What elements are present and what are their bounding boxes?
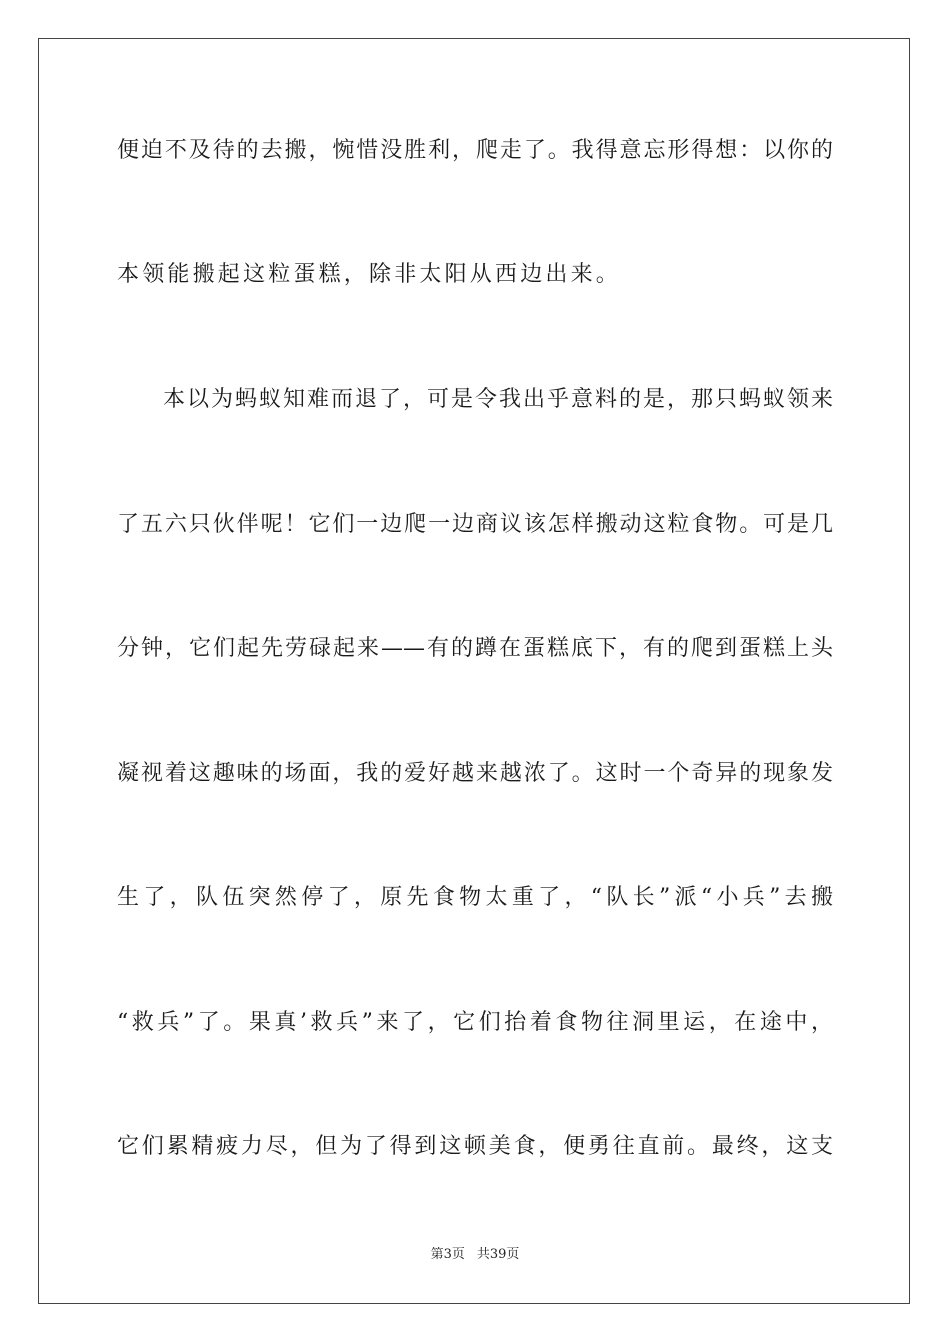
text-line-5: 分钟，它们起先劳碌起来——有的蹲在蛋糕底下，有的爬到蛋糕上头 <box>117 636 833 661</box>
text-line-8: “救兵”了。果真’救兵”来了，它们抬着食物往洞里运，在途中， <box>117 1010 833 1035</box>
text-line-4: 了五六只伙伴呢！它们一边爬一边商议该怎样搬动这粒食物。可是几 <box>117 512 833 537</box>
page-frame <box>38 38 910 1304</box>
text-line-3: 本以为蚂蚁知难而退了，可是令我出乎意料的是，那只蚂蚁领来 <box>163 387 833 412</box>
text-line-7: 生了，队伍突然停了，原先食物太重了，“队长”派“小兵”去搬 <box>117 885 833 910</box>
total-pages: 共39页 <box>476 1247 520 1262</box>
page-number: 第3页 <box>430 1247 465 1262</box>
text-line-6: 凝视着这趣味的场面，我的爱好越来越浓了。这时一个奇异的现象发 <box>117 761 833 786</box>
text-line-2: 本领能搬起这粒蛋糕，除非太阳从西边出来。 <box>117 262 622 287</box>
page-footer <box>0 1246 950 1264</box>
text-line-9: 它们累精疲力尽，但为了得到这顿美食，便勇往直前。最终，这支 <box>117 1134 833 1159</box>
text-line-1: 便迫不及待的去搬，惋惜没胜利，爬走了。我得意忘形得想：以你的 <box>117 138 833 163</box>
